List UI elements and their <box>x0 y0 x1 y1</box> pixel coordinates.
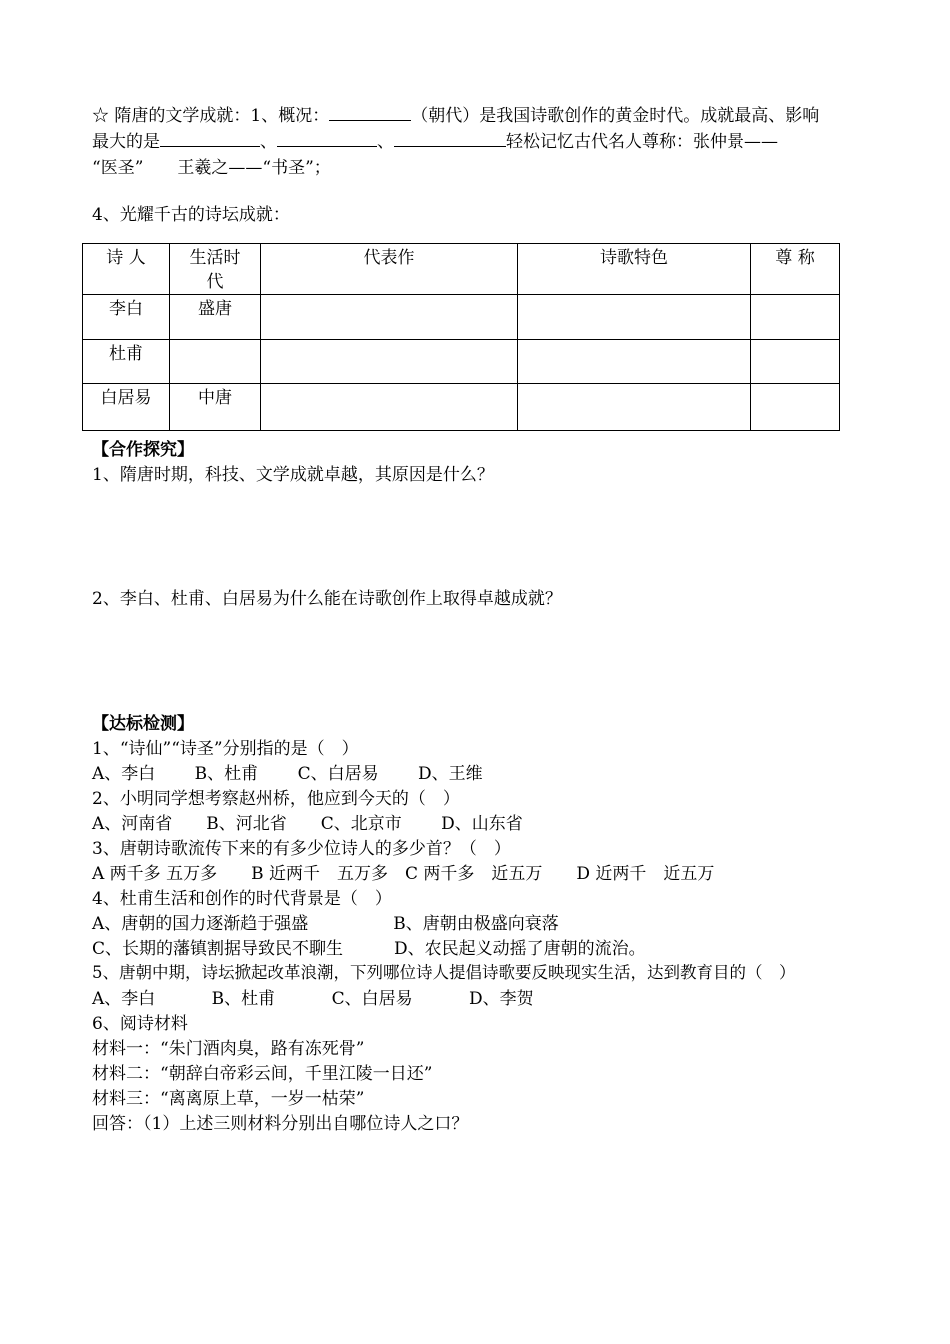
table-row <box>83 295 840 340</box>
cell-poet: 白居易 <box>83 384 170 431</box>
header-features: 诗歌特色 <box>518 244 751 295</box>
test-line: 1、“诗仙”“诗圣”分别指的是（ ） <box>92 739 359 759</box>
poet-blank-3[interactable] <box>394 130 506 147</box>
test-line: 4、杜甫生活和创作的时代背景是（ ） <box>92 889 392 909</box>
intro-text: （朝代）是我国诗歌创作的黄金时代。成就最高、影响 <box>411 106 820 126</box>
cooperation-question-2: 2、李白、杜甫、白居易为什么能在诗歌创作上取得卓越成就？ <box>92 589 562 609</box>
poet-blank-1[interactable] <box>160 130 260 147</box>
header-era <box>170 244 261 295</box>
test-line: 回答：（1）上述三则材料分别出自哪位诗人之口？ <box>92 1114 469 1134</box>
cell-title[interactable] <box>751 384 840 431</box>
cooperation-question-1: 1、隋唐时期，科技、文学成就卓越，其原因是什么？ <box>92 465 494 485</box>
cell-era: 盛唐 <box>170 295 261 340</box>
cell-era: 中唐 <box>170 384 261 431</box>
test-line: A、李白 B、杜甫 C、白居易 D、李贺 <box>92 989 534 1009</box>
cell-poet: 李白 <box>83 295 170 340</box>
dynasty-blank[interactable] <box>329 104 411 121</box>
cooperation-title: 【合作探究】 <box>92 440 194 460</box>
cell-works[interactable] <box>261 295 518 340</box>
header-poet: 诗 人 <box>83 244 170 295</box>
intro-label: ☆ 隋唐的文学成就：1、概况： <box>92 106 330 126</box>
test-line: 3、唐朝诗歌流传下来的有多少位诗人的多少首？（ ） <box>92 839 511 859</box>
intro-line-2 <box>92 127 778 152</box>
test-line: A、李白 B、杜甫 C、白居易 D、王维 <box>92 764 483 784</box>
cell-era[interactable] <box>170 340 261 384</box>
cell-features[interactable] <box>518 295 751 340</box>
test-line: A 两千多 五万多 B 近两千 五万多 C 两千多 近五万 D 近两千 近五万 <box>92 864 715 884</box>
section-4-title: 4、光耀千古的诗坛成就： <box>92 205 290 225</box>
test-line: 材料三：“离离原上草，一岁一枯荣” <box>92 1089 365 1109</box>
separator: 、 <box>377 132 394 152</box>
intro-line-1 <box>92 101 819 126</box>
test-line: C、长期的藩镇割据导致民不聊生 D、农民起义动摇了唐朝的流治。 <box>92 939 646 959</box>
poet-blank-2[interactable] <box>277 130 377 147</box>
intro-text: 最大的是 <box>92 132 160 152</box>
poets-table <box>82 243 840 431</box>
test-title: 【达标检测】 <box>92 714 194 734</box>
intro-text: 轻松记忆古代名人尊称：张仲景—— <box>506 132 778 152</box>
header-era-text: 生活时代 <box>189 248 241 292</box>
header-works: 代表作 <box>261 244 518 295</box>
table-row <box>83 340 840 384</box>
cell-works[interactable] <box>261 384 518 431</box>
table-row <box>83 384 840 431</box>
cell-poet: 杜甫 <box>83 340 170 384</box>
test-line: 6、阅诗材料 <box>92 1014 188 1034</box>
cell-title[interactable] <box>751 340 840 384</box>
intro-line-3: “医圣” 王羲之——“书圣”； <box>92 158 331 178</box>
test-line: A、唐朝的国力逐渐趋于强盛 B、唐朝由极盛向衰落 <box>92 914 559 934</box>
cell-features[interactable] <box>518 384 751 431</box>
cell-works[interactable] <box>261 340 518 384</box>
header-title: 尊 称 <box>751 244 840 295</box>
test-line: A、河南省 B、河北省 C、北京市 D、山东省 <box>92 814 523 834</box>
cell-title[interactable] <box>751 295 840 340</box>
table-header-row <box>83 244 840 295</box>
test-line: 材料一：“朱门酒肉臭，路有冻死骨” <box>92 1039 365 1059</box>
test-line: 材料二：“朝辞白帝彩云间，千里江陵一日还” <box>92 1064 433 1084</box>
test-line: 5、唐朝中期，诗坛掀起改革浪潮，下列哪位诗人提倡诗歌要反映现实生活，达到教育目的（ ） <box>92 963 796 982</box>
cell-features[interactable] <box>518 340 751 384</box>
test-line: 2、小明同学想考察赵州桥，他应到今天的（ ） <box>92 789 460 809</box>
separator: 、 <box>260 132 277 152</box>
